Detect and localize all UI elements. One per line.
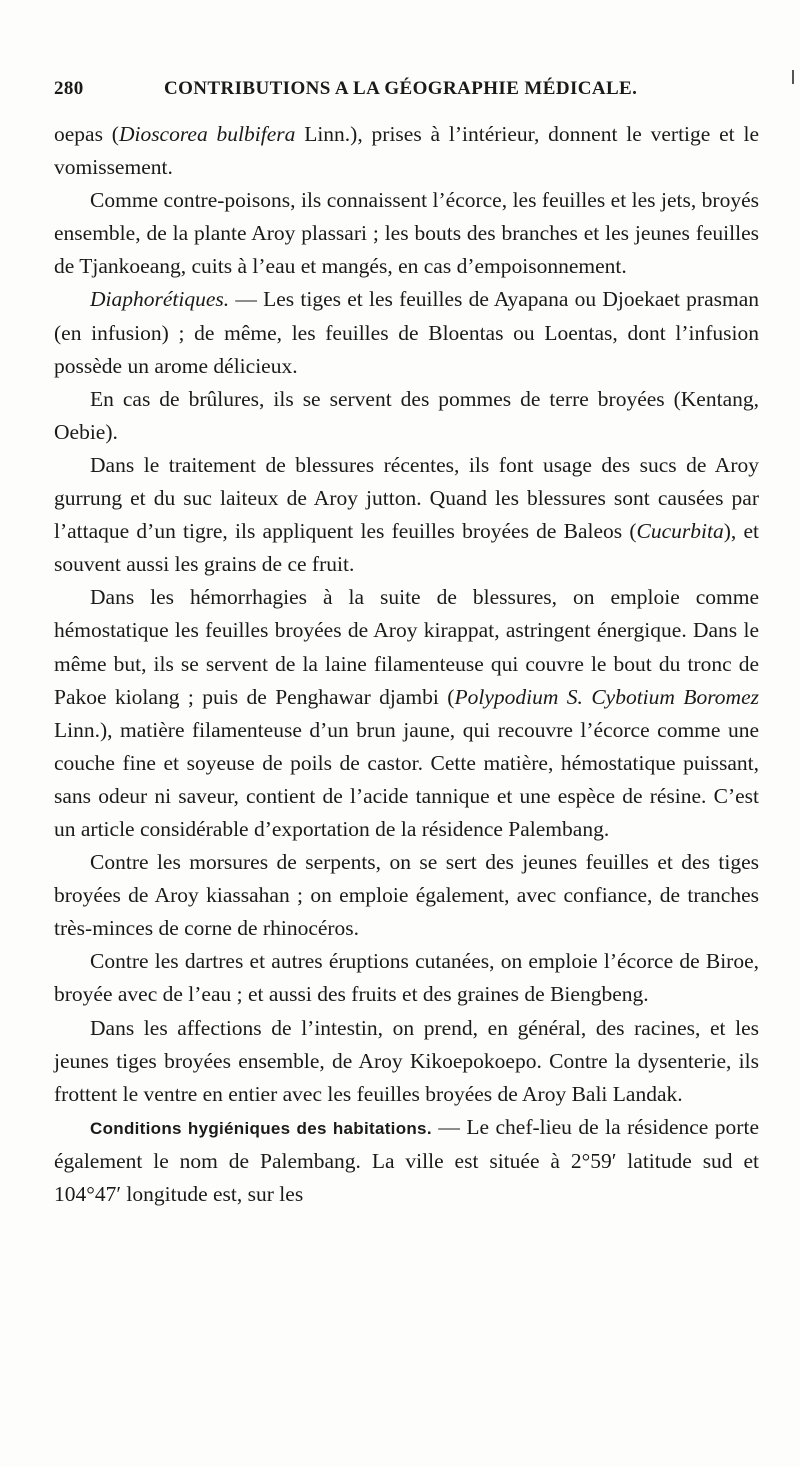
paragraph <box>54 184 759 283</box>
paragraph <box>54 1012 759 1111</box>
scan-edge-mark <box>792 70 794 84</box>
section-run-in-heading: Conditions hygiéniques des habitations. <box>90 1118 432 1138</box>
text-run: En cas de brûlures, ils se servent des pommes de terre broyées (Kentang, Oebie). <box>54 386 759 444</box>
text-run: — Le chef-lieu de la résidence porte également le nom de Palembang. La ville est située à 2°59′ latitude sud et 104°47′ longitude est, sur les <box>54 1114 759 1206</box>
paragraph <box>54 945 759 1011</box>
text-run: Linn.), matière filamenteuse d’un brun jaune, qui recouvre l’écorce comme une couche fine et soyeuse de poils de castor. Cette matière, hémostatique puissant, sans odeur ni saveur, contient de l’acide tannique et une espèce de résine. C’est un article considérable d’exportation de la résidence Palembang. <box>54 717 759 841</box>
text-run: Contre les morsures de serpents, on se sert des jeunes feuilles et des tiges broyées de Aroy kiassahan ; on emploie également, avec confiance, de tranches très-minces de corne de rhinocéros. <box>54 850 759 941</box>
body-text <box>54 118 759 1211</box>
running-head-title: CONTRIBUTIONS A LA GÉOGRAPHIE MÉDICALE. <box>164 78 638 99</box>
paragraph <box>54 383 759 449</box>
italic-term: Dioscorea bulbifera <box>118 122 296 146</box>
paragraph <box>54 449 759 581</box>
paragraph <box>54 283 759 382</box>
book-page <box>54 78 759 1211</box>
text-run: — Les tiges et les feuilles de Ayapana ou Djoekaet prasman (en infusion) ; de même, les feuilles de Bloentas ou Loentas, dont l’infusion possède un arome délicieux. <box>54 287 759 378</box>
italic-term: Diaphorétiques. <box>90 287 230 312</box>
text-run: Dans les hémorrhagies à la suite de blessures, on emploie comme hémostatique les feuilles broyées de Aroy kirappat, astringent énergique. Dans le même but, ils se servent de la laine filamenteuse qui couvre le bout du tronc de Pakoe kiolang ; puis de Penghawar djambi ( <box>54 585 759 709</box>
running-head <box>54 78 759 108</box>
text-run: Comme contre-poisons, ils connaissent l’écorce, les feuilles et les jets, broyés ensemble, de la plante Aroy plassari ; les bouts des branches et les jeunes feuilles de Tjankoeang, cuits à l’eau et mangés, en cas d’empoisonnement. <box>54 188 759 279</box>
italic-term: Cucurbita <box>636 519 724 544</box>
text-run: oepas ( <box>54 122 119 146</box>
page-number: 280 <box>54 78 84 99</box>
paragraph <box>54 581 759 846</box>
text-run: Linn.), prises à l’intérieur, donnent le vertige et le vomissement. <box>54 122 759 180</box>
paragraph <box>54 1111 759 1211</box>
text-run: Dans les affections de l’intestin, on prend, en général, des racines, et les jeunes tiges broyées ensemble, de Aroy Kikoepokoepo. Contre la dysenterie, ils frottent le ventre en entier avec les feuilles broyées de Aroy Bali Landak. <box>54 1015 759 1106</box>
paragraph <box>54 846 759 945</box>
text-run: ), et souvent aussi les grains de ce fruit. <box>54 519 759 577</box>
text-run: Dans le traitement de blessures récentes, ils font usage des sucs de Aroy gurrung et du suc laiteux de Aroy jutton. Quand les blessures sont causées par l’attaque d’un tigre, ils appliquent les feuilles broyées de Baleos ( <box>54 452 759 544</box>
paragraph <box>54 118 759 184</box>
text-run: Contre les dartres et autres éruptions cutanées, on emploie l’écorce de Biroe, broyée avec de l’eau ; et aussi des fruits et des graines de Biengbeng. <box>54 949 759 1007</box>
italic-term: Polypodium S. Cybotium Boromez <box>454 684 759 709</box>
